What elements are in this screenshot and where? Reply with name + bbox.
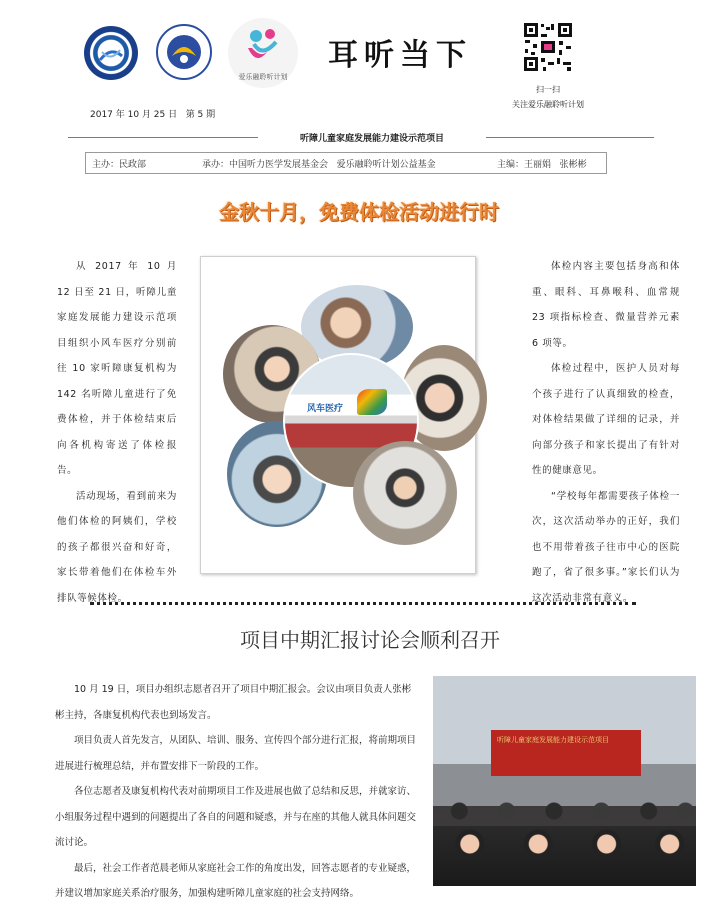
qr-code-icon bbox=[523, 22, 573, 72]
photo-kids-outdoor bbox=[353, 441, 457, 545]
van-stripe bbox=[357, 389, 387, 415]
meeting-banner bbox=[491, 730, 641, 776]
scan-label: 扫一扫 bbox=[536, 85, 560, 94]
article2-p3: 各位志愿者及康复机构代表对前期项目工作及进展也做了总结和反思，并就家访、小组服务过程中遇到的问题提出了各自的问题和疑惑，并与在座的其他人就具体问题交流讨论。 bbox=[55, 786, 417, 848]
logo-circle-blue bbox=[84, 26, 138, 80]
article1-right-p2: 体检过程中，医护人员对每个孩子进行了认真细致的检查，对体检结果做了详细的记录，并向部分孩子和家长提出了有针对性的健康意见。 bbox=[532, 363, 680, 476]
van-logo-text: 风车医疗 bbox=[307, 404, 344, 414]
article2-meeting-photo bbox=[433, 676, 696, 886]
credits-editor: 主编：王丽娟 张彬彬 bbox=[497, 160, 587, 170]
project-name: 听障儿童家庭发展能力建设示范项目 bbox=[299, 134, 444, 144]
article1-headline: 金秋十月，免费体检活动进行时 bbox=[219, 200, 499, 224]
article1-left-column bbox=[57, 254, 177, 611]
audience-row-front bbox=[433, 826, 696, 886]
logo-circle-development bbox=[156, 24, 212, 80]
article1-photo-collage bbox=[200, 256, 476, 574]
section-divider bbox=[90, 602, 636, 605]
article2-p1: 10 月 19 日，项目办组织志愿者召开了项目中期汇报会。会议由项目负责人张彬彬主持，各康复机构代表也到场发言。 bbox=[55, 684, 412, 721]
heart-people-icon bbox=[228, 18, 298, 74]
logo-ailerong bbox=[228, 18, 298, 88]
article1-left-p1: 从 2017 年 10 月 12 日至 21 日，听障儿童家庭发展能力建设示范项目组织小风车医疗分别前往 10 家听障康复机构为 142 名听障儿童进行了免费体检，并于体检结束后向各机构寄送了体检报告。 bbox=[57, 261, 177, 476]
follow-label: 关注爱乐融聆听计划 bbox=[512, 100, 584, 109]
article1-left-p2: 活动现场，看到前来为他们体检的阿姨们，学校的孩子都很兴奋和好奇，家长带着他们在体检车外排队等候体检。 bbox=[57, 490, 178, 604]
swirl-icon bbox=[84, 26, 138, 80]
article1-right-column bbox=[532, 254, 680, 611]
divider-right bbox=[486, 137, 654, 138]
article1-right-p1: 体检内容主要包括身高和体重、眼科、耳鼻喉科、血常规 23 项指标检查、微量营养元素 6 项等。 bbox=[532, 261, 680, 349]
issue-date: 2017 年 10 月 25 日 第 5 期 bbox=[90, 110, 216, 120]
article2-text bbox=[55, 677, 417, 907]
divider-left bbox=[68, 137, 258, 138]
newsletter-title: 耳听当下 bbox=[328, 38, 472, 73]
bird-emblem-icon bbox=[158, 26, 210, 78]
qr-code bbox=[523, 22, 573, 72]
meeting-banner-text: 听障儿童家庭发展能力建设示范项目 bbox=[497, 736, 609, 744]
credits-organizer: 承办：中国听力医学发展基金会 爱乐融聆听计划公益基金 bbox=[202, 160, 436, 170]
article2-p4: 最后，社会工作者范晨老师从家庭社会工作的角度出发，回答志愿者的专业疑惑，并建议增加家庭关系治疗服务，加强构建听障儿童家庭的社会支持网络。 bbox=[55, 862, 417, 899]
article1-right-p3: “学校每年都需要孩子体检一次，这次活动举办的正好，我们也不用带着孩子往市中心的医院跑了，省了很多事。”家长们认为这次活动非常有意义。 bbox=[532, 490, 680, 604]
audience-row-back bbox=[433, 796, 696, 826]
article2-p2: 项目负责人首先发言，从团队、培训、服务、宣传四个部分进行汇报，将前期项目进展进行梳理总结，并布置安排下一阶段的工作。 bbox=[55, 735, 417, 772]
credits-host: 主办：民政部 bbox=[92, 160, 147, 170]
article2-headline: 项目中期汇报讨论会顺利召开 bbox=[240, 628, 500, 652]
logo-caption: 爱乐融聆听计划 bbox=[238, 73, 288, 81]
